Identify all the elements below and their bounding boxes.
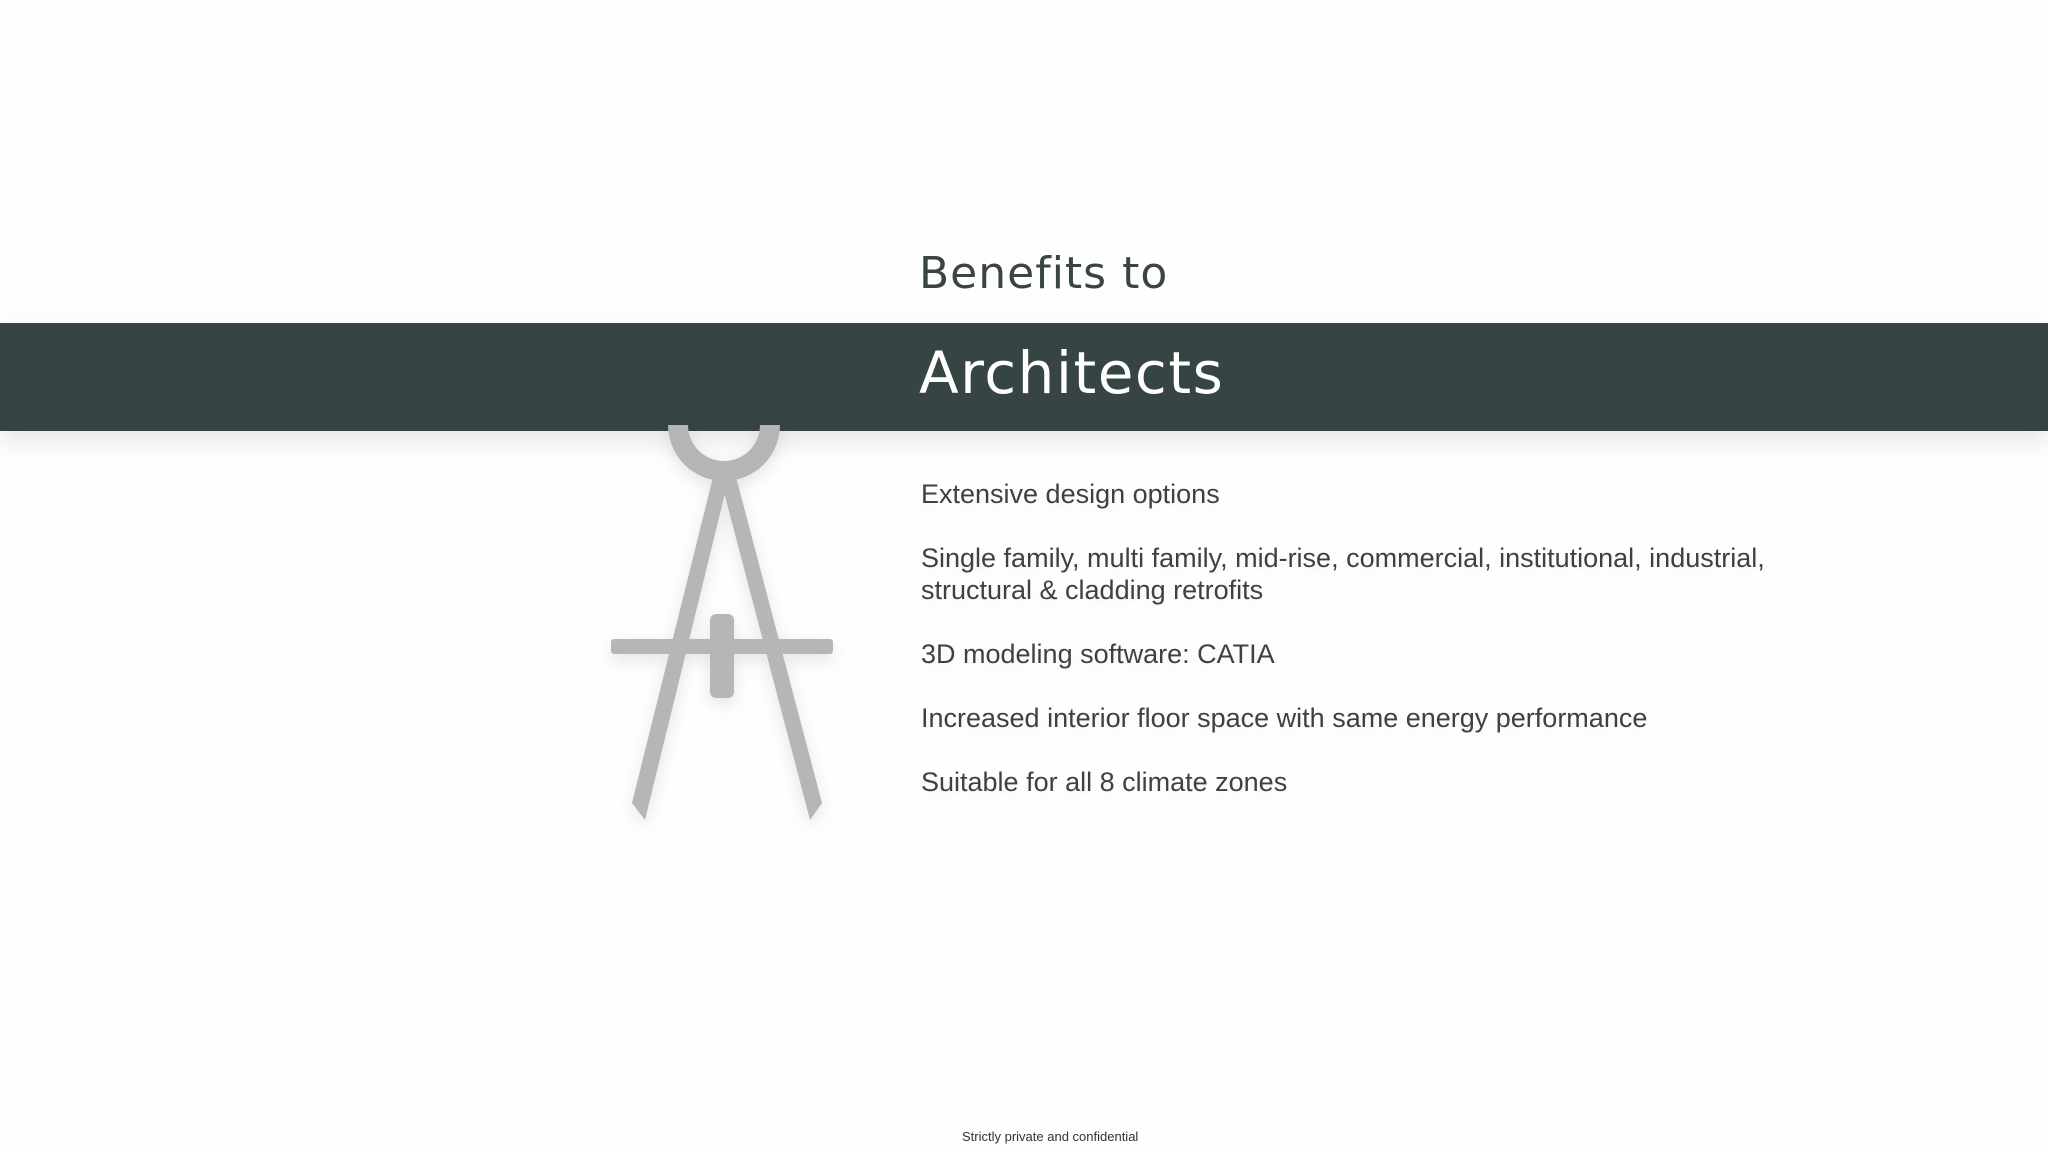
- benefit-item: 3D modeling software: CATIA: [921, 639, 1275, 669]
- drafting-compass-icon: [600, 405, 850, 845]
- title-banner: [0, 323, 2048, 431]
- benefits-list: [921, 478, 1821, 830]
- slide-title: Architects: [919, 339, 1225, 407]
- confidentiality-footer: Strictly private and confidential: [962, 1129, 1139, 1144]
- benefit-item: Suitable for all 8 climate zones: [921, 767, 1288, 797]
- benefit-item: Increased interior floor space with same energy performance: [921, 703, 1648, 733]
- benefit-item: Single family, multi family, mid-rise, commercial, institutional, industrial, structural & cladding retrofits: [921, 543, 1765, 605]
- slide-subtitle: Benefits to: [919, 248, 1169, 299]
- benefit-item: Extensive design options: [921, 479, 1220, 509]
